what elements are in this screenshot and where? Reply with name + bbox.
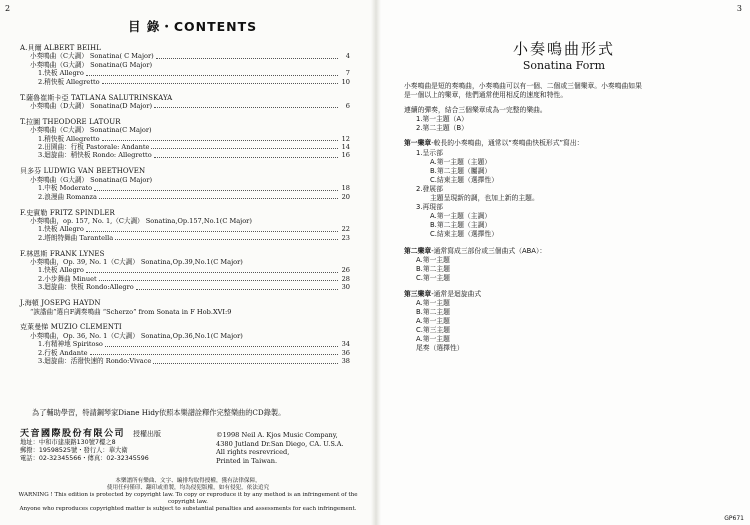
movement-line <box>20 349 350 357</box>
composer-entry <box>20 209 350 243</box>
publisher-address: 地址：中和市建康路130號7樓之8 <box>20 439 116 446</box>
work-line: 小奏鳴曲（C大調） Sonatina(C Major) <box>30 126 152 135</box>
movement-line <box>20 78 350 86</box>
theme-item: A.第一主題 <box>416 317 450 326</box>
page-ref: 26 <box>341 266 350 275</box>
theme-item: 主題呈現新的調，也加上新的主題。 <box>430 194 539 203</box>
copyright-line: All rights resrevriced, <box>216 448 290 457</box>
leader-dots <box>115 234 338 240</box>
intro-paragraph <box>404 82 744 100</box>
section-label: 2.發展部 <box>416 184 443 193</box>
composer-entry <box>20 118 350 160</box>
work-line <box>20 52 350 60</box>
composer-entry <box>20 167 350 201</box>
copyright-warning <box>10 478 366 513</box>
sonatina-form-page <box>376 0 750 525</box>
movement-desc: -通常寫成三部份或三個曲式（ABA）： <box>431 246 547 255</box>
leader-dots <box>99 275 338 281</box>
movement-title: 2.稍快板 Allegretto <box>38 77 100 86</box>
theme-item: B.第二主題 <box>416 308 451 317</box>
movement-title: 2.行板 Andante <box>38 348 88 357</box>
theme-item: C.結束主題（選擇性） <box>430 175 499 184</box>
movement-desc: -較長的小奏鳴曲，通常以“奏鳴曲快板形式”寫出： <box>431 139 584 148</box>
leader-dots <box>154 102 338 108</box>
warning-line: 本樂譜所有樂曲、文字、編排均取得授權，獲有法律保障， <box>115 478 261 484</box>
page-ref: 7 <box>345 69 350 78</box>
work-line: 小奏鳴曲（G大調） Sonatina(G Major) <box>30 60 153 69</box>
leader-dots <box>94 184 338 190</box>
theme-item: 尾奏（選擇性） <box>416 344 464 353</box>
leader-dots <box>86 225 338 231</box>
leader-dots <box>151 143 338 149</box>
work-title: 小奏鳴曲（C大調） Sonatina( C Major) <box>30 52 154 61</box>
movement-line <box>20 151 350 159</box>
composer-name: F.史賓勒 FRITZ SPINDLER <box>20 208 115 217</box>
movement-list <box>404 139 744 353</box>
movement-title: 1.快板 Allegro <box>38 69 84 78</box>
page-ref: 14 <box>341 143 350 152</box>
theme-item: A.第一主題（主題） <box>430 157 492 166</box>
page-ref: 38 <box>341 357 350 366</box>
composer-entry <box>20 94 350 111</box>
linked-section <box>404 106 744 133</box>
theme-item: A.第一主題 <box>416 298 450 307</box>
movement-line <box>20 275 350 283</box>
movement-section <box>404 290 744 354</box>
composer-entry <box>20 299 350 316</box>
copyright-block <box>216 431 344 465</box>
cd-note: 為了輔助學習，特請鋼琴家Diane Hidy依照本樂譜詮釋作完整樂曲的CD錄製。 <box>32 408 286 417</box>
theme-item: B.第二主題 <box>416 264 451 273</box>
composer-name: F.林恩斯 FRANK LYNES <box>20 249 105 258</box>
theme-item: C.結束主題（選擇性） <box>430 230 499 239</box>
leader-dots <box>86 266 338 272</box>
composer-name: A.貝爾 ALBERT BEIHL <box>20 44 101 52</box>
linked-item: 1.第一主題（A） <box>416 115 468 124</box>
work-title: 小奏鳴曲（D大調） Sonatina(D Major) <box>30 101 153 110</box>
theme-item: A.第一主題（主調） <box>430 212 492 221</box>
leader-dots <box>156 52 338 58</box>
page-ref: 18 <box>341 184 350 193</box>
page-ref: 34 <box>341 340 350 349</box>
movement-line <box>20 135 350 143</box>
work-line <box>20 102 350 110</box>
movement-title: 1.快板 Allegro <box>38 225 84 234</box>
theme-item: A.第一主題 <box>416 335 450 344</box>
page-ref: 23 <box>341 233 350 242</box>
book-gutter <box>371 0 381 525</box>
leader-dots <box>153 357 338 363</box>
page-ref: 30 <box>341 283 350 292</box>
movement-title: 2.塔朗特舞曲 Tarantella <box>38 233 114 242</box>
publisher-postal: 郵撥：19598525號・發行人：華大衛 <box>20 447 128 454</box>
page-title: 小奏鳴曲形式 <box>512 40 615 58</box>
form-body <box>404 82 744 361</box>
publisher-rights: 授權出版 <box>133 430 162 438</box>
page-ref: 4 <box>345 52 350 61</box>
leader-dots <box>102 78 338 84</box>
composer-name: 貝多芬 LUDWIG VAN BEETHOVEN <box>20 167 146 176</box>
page-ref: 36 <box>341 348 350 357</box>
page-ref: 22 <box>341 225 350 234</box>
composer-name: J.海頓 JOSEPG HAYDN <box>20 299 101 308</box>
leader-dots <box>102 135 338 141</box>
movement-title: 1.中板 Moderato <box>38 184 93 193</box>
leader-dots <box>99 193 338 199</box>
page-ref: 16 <box>341 151 350 160</box>
movement-title: 3.迴旋曲：快板 Rondo:Allegro <box>38 283 134 292</box>
movement-line <box>20 69 350 77</box>
page-ref: 28 <box>341 274 350 283</box>
publisher-name: 天音國際股份有限公司 <box>20 429 126 439</box>
table-of-contents <box>20 44 350 373</box>
leader-dots <box>90 349 338 355</box>
intro-line: 小奏鳴曲是短的奏鳴曲，小奏鳴曲可以有一個、二個或三個樂章。小奏鳴曲如果 <box>404 82 642 90</box>
movement-heading <box>404 139 744 148</box>
section-label: 3.再現部 <box>416 203 443 212</box>
composer-entry <box>20 44 350 86</box>
movement-line <box>20 193 350 201</box>
movement-line <box>20 225 350 233</box>
movement-label: 第三樂章 <box>404 289 432 298</box>
movement-line <box>20 266 350 274</box>
movement-title: 2.小步舞曲 Minuet <box>38 274 97 283</box>
leader-dots <box>105 340 338 346</box>
movement-title: 2.田園曲：行板 Pastorale: Andante <box>38 143 150 152</box>
page-ref: 12 <box>341 134 350 143</box>
movement-section <box>404 247 744 283</box>
warning-line: Anyone who reproduces copyrighted matter is subject to substantial penalties and assessments for each infringement. <box>19 506 357 512</box>
work-line: 小奏鳴曲，Op. 36, No. 1（C大調） Sonatina,Op.36,No.1(C Major) <box>30 331 243 340</box>
page-subtitle: Sonatina Form <box>522 59 606 72</box>
theme-item: C.第三主題 <box>416 326 451 335</box>
warning-line: WARNING ! This edition is protected by copyright law. To copy or reproduce it by any method is an infringement of the copyright law. <box>18 492 358 505</box>
page-ref: 20 <box>341 192 350 201</box>
section-label: 1.呈示部 <box>416 148 443 157</box>
leader-dots <box>136 283 338 289</box>
movement-line <box>20 234 350 242</box>
movement-title: 1.有精神地 Spiritoso <box>38 340 103 349</box>
movement-line <box>20 184 350 192</box>
work-line: “詼諧曲”選自F調奏鳴曲 “Scherzo” from Sonata in F Hob.XVI:9 <box>30 307 232 316</box>
composer-name: 克萊曼悌 MUZIO CLEMENTI <box>20 323 122 332</box>
work-line: 小奏鳴曲（G大調） Sonatina(G Major) <box>30 175 153 184</box>
contents-title: 目 錄・CONTENTS <box>128 19 258 34</box>
publisher-phone: 電話：02-32345566・傳真：02-32345596 <box>20 455 149 462</box>
composer-name: T.薩魯崔斯卡亞 TATLANA SALUTRINSKAYA <box>20 93 173 102</box>
work-line: 小奏鳴曲，op. 157, No. 1,（C大調） Sonatina,Op.157,No.1(C Major) <box>30 216 252 225</box>
composer-name: T.拉圖 THEODORE LATOUR <box>20 117 121 126</box>
movement-title: 2.浪漫曲 Romanza <box>38 192 97 201</box>
theme-item: B.第二主題（屬調） <box>430 166 492 175</box>
composer-entry <box>20 323 350 365</box>
movement-line <box>20 340 350 348</box>
composer-entry <box>20 250 350 292</box>
movement-title: 3.迴旋曲：活潑快速的 Rondo:Vivace <box>38 357 152 366</box>
leader-dots <box>86 69 338 75</box>
movement-label: 第二樂章 <box>404 246 432 255</box>
theme-item: C.第一主題 <box>416 273 451 282</box>
work-line: 小奏鳴曲，Op. 39, No. 1（C大調） Sonatina,Op.39,No.1(C Major) <box>30 258 243 267</box>
movement-label: 第一樂章 <box>404 139 432 148</box>
movement-title: 1.稍快板 Allegretto <box>38 134 100 143</box>
movement-desc: -通常是迴旋曲式 <box>431 289 482 298</box>
copyright-line: ©1998 Neil A. Kjos Music Company, <box>216 431 338 439</box>
catalog-code: GP671 <box>724 515 744 522</box>
theme-item: B.第二主題（主調） <box>430 221 492 230</box>
copyright-line: Printed in Taiwan. <box>216 456 278 465</box>
intro-line: 是一個以上的樂章，他們通常使用相反的速度和特性。 <box>404 91 568 100</box>
movement-heading <box>404 247 744 256</box>
movement-line <box>20 357 350 365</box>
warning-line: 使用任何僅印、翻印或重製，均為侵犯版權，如有侵犯，依法追究 <box>106 485 270 491</box>
linked-head: 連續的彈奏，結合三個樂章成為一完整的樂曲。 <box>404 106 547 115</box>
linked-item: 2.第二主題（B） <box>416 124 468 133</box>
page-number-right: 3 <box>736 4 742 13</box>
theme-item: A.第一主題 <box>416 255 450 264</box>
movement-title: 3.迴旋曲：稍快板 Rondo: Allegretto <box>38 151 152 160</box>
copyright-line: 4380 Jutland Dr.San Diego, CA. U.S.A. <box>216 439 344 448</box>
movement-title: 1.快板 Allegro <box>38 266 84 275</box>
page-ref: 10 <box>341 77 350 86</box>
page-number-left: 2 <box>5 4 11 13</box>
movement-section <box>404 139 744 239</box>
movement-heading <box>404 290 744 299</box>
movement-line <box>20 283 350 291</box>
publisher-info <box>20 430 161 463</box>
leader-dots <box>154 151 338 157</box>
page-ref: 6 <box>345 101 350 110</box>
